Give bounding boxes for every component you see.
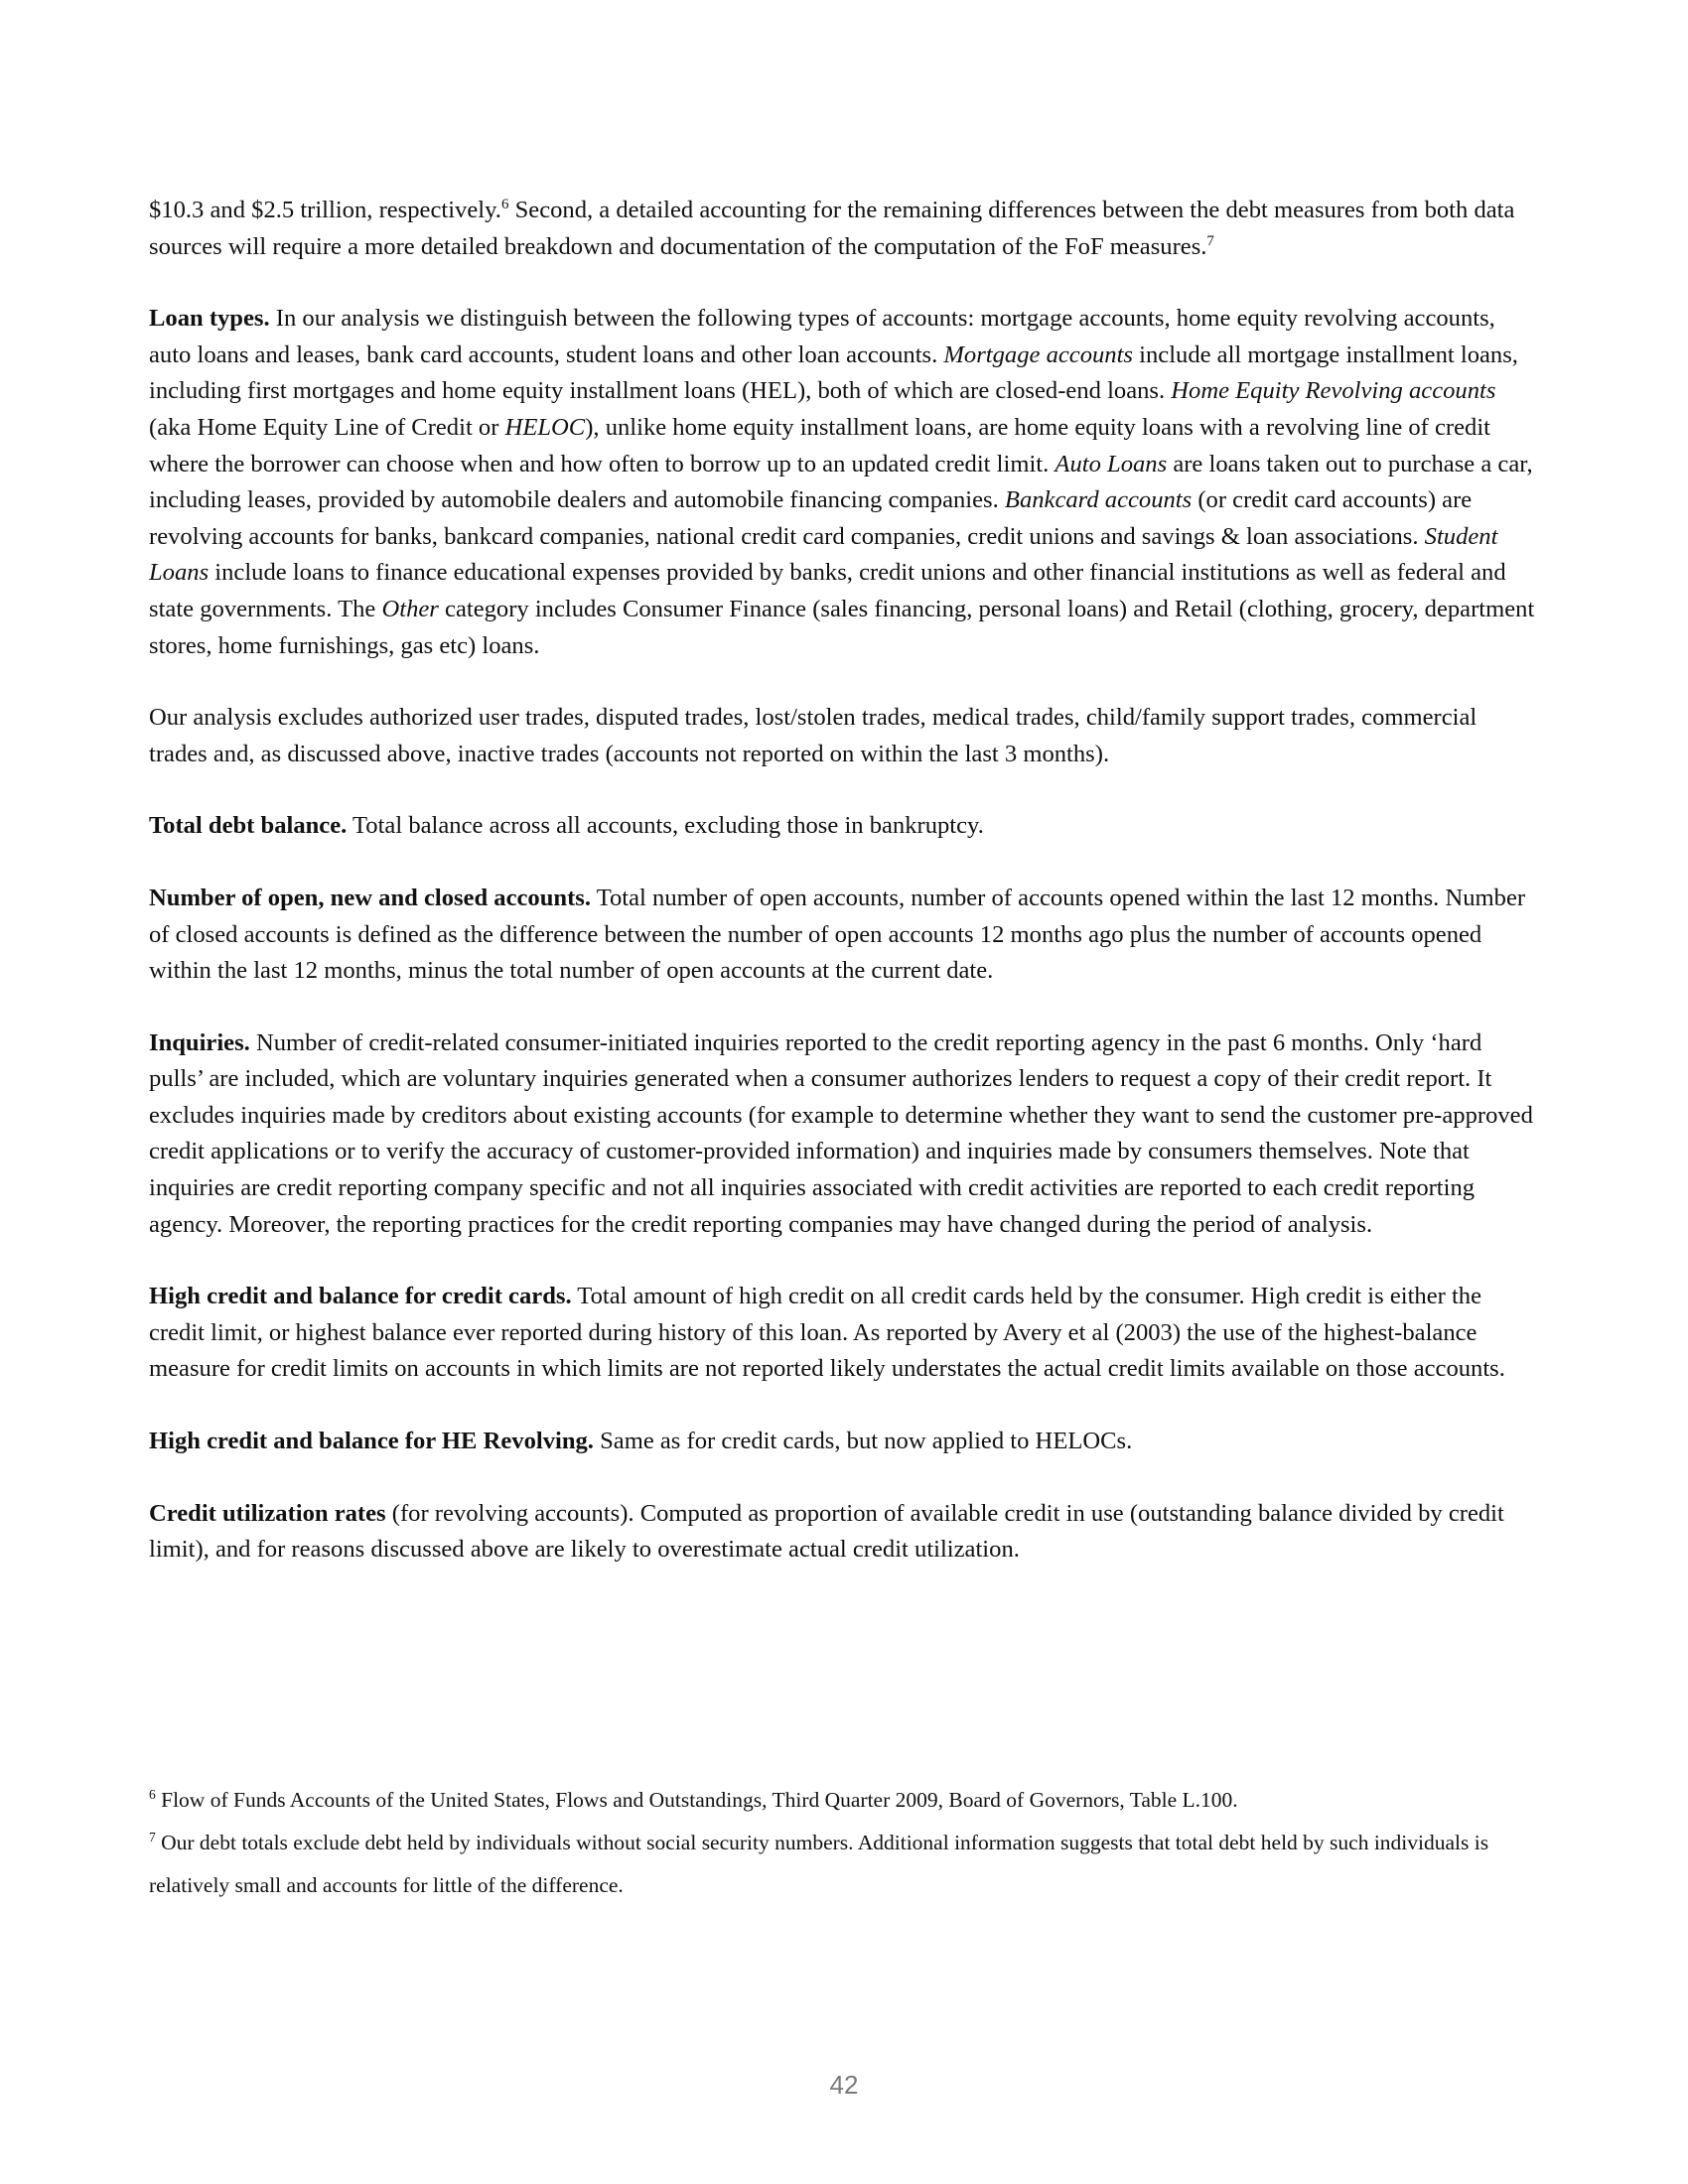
high-credit-he-text: Same as for credit cards, but now applied to HELOCs. — [593, 1428, 1133, 1455]
total-debt-heading: Total debt balance. — [149, 812, 348, 840]
term-mortgage-accounts: Mortgage accounts — [943, 341, 1133, 368]
page-body — [149, 193, 1539, 1604]
term-other: Other — [381, 595, 439, 622]
utilization-paragraph — [149, 1496, 1539, 1569]
loan-types-text: In our analysis we distinguish between the following types of accounts: mortgage accounts, home equity revolving accounts, auto loans and leases, bank card accounts, student loans and other loan accounts. — [149, 305, 1495, 368]
loan-types-paragraph — [149, 301, 1539, 664]
footnotes — [149, 1779, 1539, 1907]
loan-types-text: include all mortgage installment loans, including first mortgages and home equity installment loans (HEL), both of which are closed-end loans. — [149, 341, 1518, 405]
term-home-equity-revolving: Home Equity Revolving accounts — [1171, 377, 1496, 405]
term-bankcard-accounts: Bankcard accounts — [1004, 486, 1193, 514]
inquiries-paragraph — [149, 1025, 1539, 1244]
term-student-loans: Student Loans — [149, 522, 1498, 587]
intro-text-2: Second, a detailed accounting for the remaining differences between the debt measures from both data sources will require a more detailed breakdown and documentation of the computation of the FoF measures. — [149, 197, 1515, 260]
total-debt-text: Total balance across all accounts, excluding those in bankruptcy. — [347, 812, 984, 840]
footnote-number: 7 — [149, 1830, 156, 1844]
page-number: 42 — [829, 2070, 859, 2100]
accounts-text: Total number of open accounts, number of accounts opened within the last 12 months. Number of closed accounts is defined as the difference between the number of open accounts 12 months ago plus the number of accounts opened within the last 12 months, minus the total number of open accounts at the current date. — [149, 884, 1526, 985]
footnote-7 — [149, 1822, 1539, 1907]
accounts-heading: Number of open, new and closed accounts. — [149, 884, 591, 911]
loan-types-text: (or credit card accounts) are revolving accounts for banks, bankcard companies, national credit card companies, credit unions and savings & loan associations. — [149, 486, 1473, 550]
high-credit-cards-heading: High credit and balance for credit cards. — [149, 1283, 572, 1310]
loan-types-text: category includes Consumer Finance (sales financing, personal loans) and Retail (clothing, grocery, department stores, home furnishings, gas etc) loans. — [149, 595, 1535, 659]
footnote-ref-6[interactable]: 6 — [500, 197, 509, 212]
high-credit-cards-text: Total amount of high credit on all credit cards held by the consumer. High credit is either the credit limit, or highest balance ever reported during history of this loan. As reported by Avery et al (2003) the use of the highest-balance measure for credit limits on accounts in which limits are not reported likely understates the actual credit limits available on those accounts. — [149, 1283, 1505, 1383]
footnote-number: 6 — [149, 1787, 156, 1802]
exclusions-paragraph — [149, 700, 1539, 772]
high-credit-he-heading: High credit and balance for HE Revolving. — [149, 1428, 594, 1455]
loan-types-text: (aka Home Equity Line of Credit or — [149, 413, 505, 441]
intro-text-1: $10.3 and $2.5 trillion, respectively. — [149, 197, 501, 223]
loan-types-heading: Loan types. — [149, 305, 270, 333]
high-credit-cards-paragraph — [149, 1279, 1539, 1388]
utilization-heading: Credit utilization rates — [149, 1499, 386, 1527]
total-debt-paragraph — [149, 808, 1539, 845]
inquiries-heading: Inquiries. — [149, 1028, 250, 1056]
utilization-text: (for revolving accounts). Computed as proportion of available credit in use (outstanding balance divided by credit limit), and for reasons discussed above are likely to overestimate actual credit utilization. — [149, 1499, 1504, 1564]
intro-paragraph — [149, 193, 1539, 265]
loan-types-text: are loans taken out to purchase a car, including leases, provided by automobile dealers and automobile financing companies. — [149, 450, 1533, 514]
high-credit-he-paragraph — [149, 1424, 1539, 1460]
inquiries-text: Number of credit-related consumer-initiated inquiries reported to the credit reporting agency in the past 6 months. Only ‘hard pulls’ are included, which are voluntary inquiries generated when a consumer authorizes lenders to request a copy of their credit report. It excludes inquiries made by creditors about existing accounts (for example to determine whether they want to send the customer pre-approved credit applications or to verify the accuracy of customer-provided information) and inquiries made by consumers themselves. Note that inquiries are credit reporting company specific and not all inquiries associated with credit activities are reported to each credit reporting agency. Moreover, the reporting practices for the credit reporting companies may have changed during the period of analysis. — [149, 1028, 1533, 1238]
accounts-paragraph — [149, 881, 1539, 990]
footnote-ref-7[interactable]: 7 — [1206, 232, 1214, 249]
loan-types-text: include loans to finance educational expenses provided by banks, credit unions and other financial institutions as well as federal and state governments. The — [149, 559, 1506, 622]
term-auto-loans: Auto Loans — [1055, 450, 1168, 478]
footnote-text: Flow of Funds Accounts of the United States, Flows and Outstandings, Third Quarter 2009, Board of Governors, Table L.100. — [155, 1788, 1238, 1812]
exclusions-text: Our analysis excludes authorized user trades, disputed trades, lost/stolen trades, medical trades, child/family support trades, commercial trades and, as discussed above, inactive trades (accounts not reported on within the last 3 months). — [149, 704, 1477, 767]
footnote-6 — [149, 1779, 1539, 1822]
term-heloc: HELOC — [504, 413, 586, 441]
loan-types-text: ), unlike home equity installment loans, are home equity loans with a revolving line of credit where the borrower can choose when and how often to borrow up to an updated credit limit. — [149, 413, 1490, 478]
footnote-text: Our debt totals exclude debt held by individuals without social security numbers. Additional information suggests that total debt held by such individuals is relatively small and accounts for little of the difference. — [149, 1831, 1489, 1897]
